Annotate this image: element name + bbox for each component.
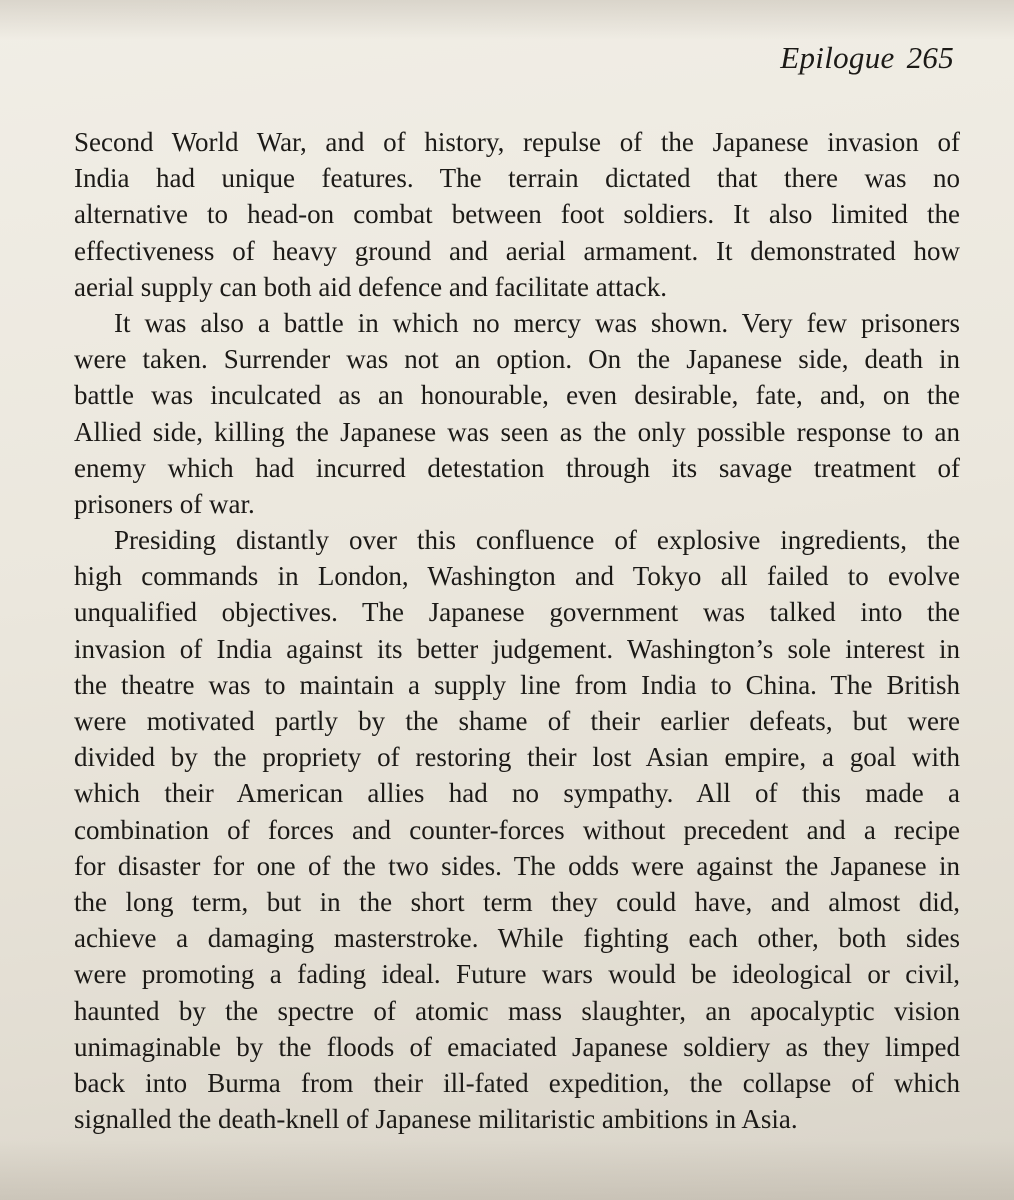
text-line: signalled the death-knell of Japanese militaristic ambitions in Asia.	[74, 1104, 798, 1135]
text-line: aerial supply can both aid defence and facilitate attack.	[74, 271, 667, 302]
page-number: 265	[906, 40, 954, 75]
text-line: combination of forces and counter-forces without precedent and a recipe	[74, 814, 960, 845]
text-line: the long term, but in the short term they could have, and almost did,	[74, 886, 960, 917]
text-line: prisoners of war.	[74, 488, 255, 519]
text-line: were taken. Surrender was not an option. On the Japanese side, death in	[74, 344, 960, 375]
running-head	[780, 40, 954, 76]
body-text	[74, 124, 960, 1137]
text-line: alternative to head-on combat between foot soldiers. It also limited the	[74, 199, 960, 230]
page-shadow-bottom	[0, 1140, 1014, 1200]
text-line: back into Burma from their ill-fated expedition, the collapse of which	[74, 1067, 960, 1098]
text-line: divided by the propriety of restoring their lost Asian empire, a goal with	[74, 742, 960, 773]
text-line: Presiding distantly over this confluence of explosive ingredients, the	[114, 525, 960, 556]
text-line: invasion of India against its better judgement. Washington’s sole interest in	[74, 633, 960, 664]
text-line: for disaster for one of the two sides. The odds were against the Japanese in	[74, 850, 960, 881]
text-line: Second World War, and of history, repulse of the Japanese invasion of	[74, 127, 960, 157]
text-line: India had unique features. The terrain dictated that there was no	[74, 163, 960, 194]
text-line: which their American allies had no sympathy. All of this made a	[74, 778, 960, 809]
text-line: were motivated partly by the shame of their earlier defeats, but were	[74, 706, 960, 736]
text-line: unqualified objectives. The Japanese government was talked into the	[74, 597, 960, 628]
section-title: Epilogue	[780, 40, 895, 75]
text-line: high commands in London, Washington and Tokyo all failed to evolve	[74, 561, 960, 592]
text-line: effectiveness of heavy ground and aerial armament. It demonstrated how	[74, 235, 960, 266]
text-line: enemy which had incurred detestation through its savage treatment of	[74, 452, 960, 483]
text-line: haunted by the spectre of atomic mass slaughter, an apocalyptic vision	[74, 995, 960, 1026]
text-line: battle was inculcated as an honourable, even desirable, fate, and, on the	[74, 380, 960, 411]
text-line: the theatre was to maintain a supply line from India to China. The British	[74, 669, 960, 700]
text-line: achieve a damaging masterstroke. While fighting each other, both sides	[74, 923, 960, 954]
text-line: unimaginable by the floods of emaciated Japanese soldiery as they limped	[74, 1031, 960, 1062]
text-line: were promoting a fading ideal. Future wars would be ideological or civil,	[74, 959, 960, 990]
text-line: Allied side, killing the Japanese was seen as the only possible response to an	[74, 416, 960, 447]
text-line: It was also a battle in which no mercy was shown. Very few prisoners	[114, 307, 960, 338]
page-shadow-top	[0, 0, 1014, 40]
